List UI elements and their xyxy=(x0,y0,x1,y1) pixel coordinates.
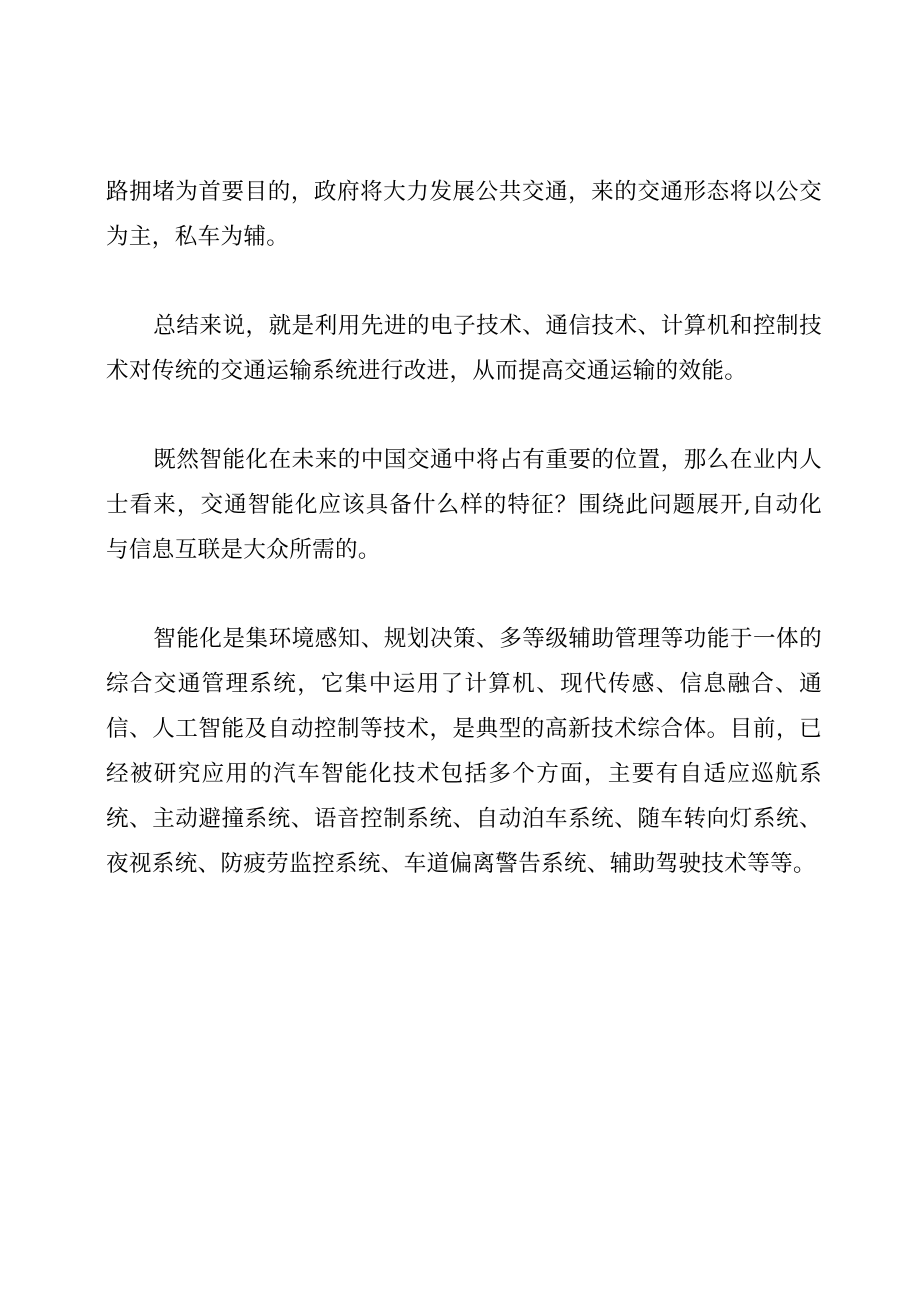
paragraph-summary: 总结来说，就是利用先进的电子技术、通信技术、计算机和控制技术对传统的交通运输系统进行改进，从而提高交通运输的效能。 xyxy=(106,313,822,384)
paragraph-intelligence-features: 既然智能化在未来的中国交通中将占有重要的位置，那么在业内人士看来，交通智能化应该具备什么样的特征？围绕此问题展开,自动化与信息互联是大众所需的。 xyxy=(106,447,822,563)
paragraph-public-transport: 路拥堵为首要目的，政府将大力发展公共交通，来的交通形态将以公交为主，私车为辅。 xyxy=(106,179,822,250)
document-body xyxy=(106,170,822,887)
paragraph-intelligent-systems: 智能化是集环境感知、规划决策、多等级辅助管理等功能于一体的综合交通管理系统，它集中运用了计算机、现代传感、信息融合、通信、人工智能及自动控制等技术，是典型的高新技术综合体。目前，已经被研究应用的汽车智能化技术包括多个方面，主要有自适应巡航系统、主动避撞系统、语音控制系统、自动泊车系统、随车转向灯系统、夜视系统、防疲劳监控系统、车道偏离警告系统、辅助驾驶技术等等。 xyxy=(106,626,822,877)
